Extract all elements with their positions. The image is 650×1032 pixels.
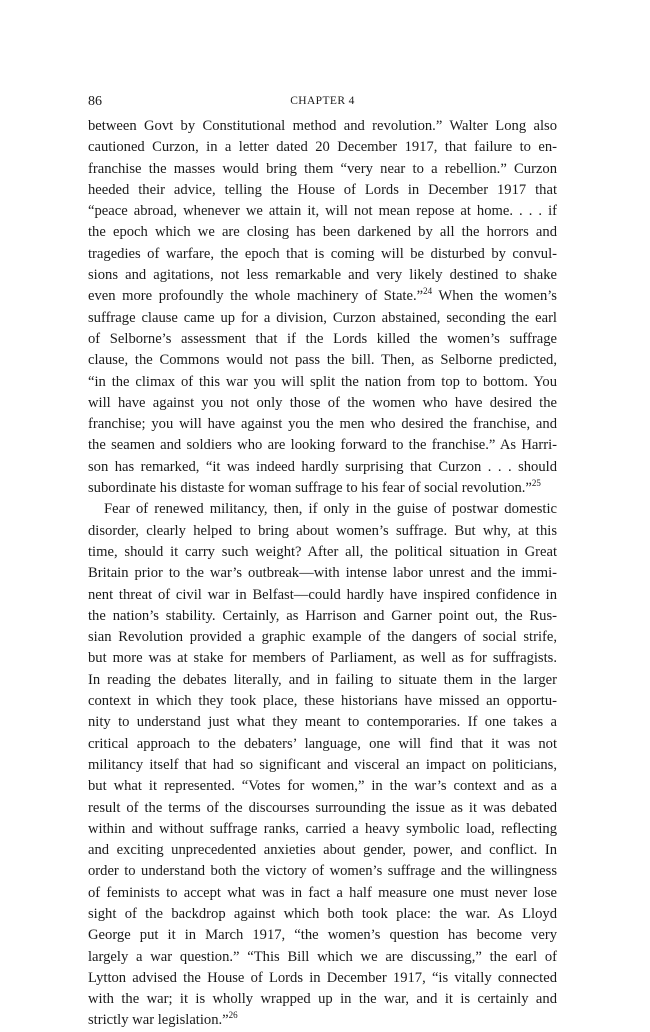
text-line (88, 1010, 557, 1031)
text-line: sions and agitations, not less remarkable and very likely destined to shake (88, 267, 557, 284)
footnote-ref-25: 25 (531, 478, 541, 489)
text-line: largely a war question.” “This Bill which we are discussing,” the earl of (88, 948, 557, 965)
text-line: Lytton advised the House of Lords in December 1917, “is vitally connected (88, 969, 557, 986)
text-line: order to understand both the victory of women’s suffrage and the willingness (88, 863, 557, 880)
text-segment: strictly war legislation.” (88, 1012, 229, 1029)
text-line: In reading the debates literally, and in failing to situate them in the larger (88, 671, 557, 688)
text-line: the nation’s stability. Certainly, as Harrison and Garner point out, the Rus- (88, 607, 557, 624)
text-segment: even more profoundly the whole machinery of State.” (88, 288, 424, 305)
text-line: franchise the masses would bring them “very near to a rebellion.” Curzon (88, 160, 557, 177)
text-line (88, 286, 557, 307)
text-line (88, 478, 557, 499)
text-line: will have against you not only those of the women who have desired the (88, 394, 557, 411)
text-line: “peace abroad, whenever we attain it, will not mean repose at home. . . . if (88, 203, 557, 220)
text-line: disorder, clearly helped to bring about women’s suffrage. But why, at this (88, 522, 557, 539)
book-page (88, 94, 557, 1032)
footnote-ref-24: 24 (423, 286, 433, 297)
text-line: nity to understand just what they meant to contemporaries. If one takes a (88, 714, 557, 731)
text-line: the seamen and soldiers who are looking forward to the franchise.” As Harri- (88, 437, 557, 454)
text-line: sight of the backdrop against which both took place: the war. As Lloyd (88, 905, 557, 922)
text-line: and exciting unprecedented anxieties about gender, power, and conflict. In (88, 842, 557, 859)
text-line: with the war; it is wholly wrapped up in the war, and it is certainly and (88, 991, 557, 1008)
text-line: Fear of renewed militancy, then, if only in the guise of postwar domestic (104, 501, 557, 518)
paragraph-1 (88, 116, 557, 499)
text-line: result of the terms of the discourses surrounding the issue as it was debated (88, 799, 557, 816)
text-line: son has remarked, “it was indeed hardly surprising that Curzon . . . should (88, 458, 557, 475)
page-header (88, 94, 557, 116)
text-line: Britain prior to the war’s outbreak—with intense labor unrest and the immi- (88, 565, 557, 582)
text-line: of feminists to accept what was in fact a half measure one must never lose (88, 884, 557, 901)
page-number: 86 (88, 94, 102, 109)
footnote-ref-26: 26 (228, 1010, 238, 1021)
text-line: context in which they took place, these historians have missed an opportu- (88, 693, 557, 710)
text-line: nent threat of civil war in Belfast—could hardly have inspired confidence in (88, 586, 557, 603)
text-line: critical approach to the debaters’ language, one will find that it was not (88, 735, 557, 752)
text-line: militancy itself that had so significant and visceral an impact on politicians, (88, 756, 557, 773)
text-line: the epoch which we are closing has been darkened by all the horrors and (88, 224, 557, 241)
text-line: tragedies of warfare, the epoch that is coming will be disturbed by convul- (88, 245, 557, 262)
paragraph-2 (88, 499, 557, 1031)
text-line: between Govt by Constitutional method and revolution.” Walter Long also (88, 118, 557, 134)
text-line: within and without suffrage ranks, carried a heavy symbolic load, reflecting (88, 820, 557, 837)
text-line: heeded their advice, telling the House of Lords in December 1917 that (88, 181, 557, 198)
text-line: of Selborne’s assessment that if the Lords killed the women’s suffrage (88, 330, 557, 347)
running-head: CHAPTER 4 (290, 95, 355, 107)
text-line: George put it in March 1917, “the women’s question has become very (88, 927, 557, 944)
text-line: time, should it carry such weight? After all, the political situation in Great (88, 543, 557, 560)
text-line: “in the climax of this war you will split the nation from top to bottom. You (88, 373, 557, 390)
text-segment: subordinate his distaste for woman suffrage to his fear of social revolution.” (88, 480, 532, 497)
text-line: suffrage clause came up for a division, Curzon abstained, seconding the earl (88, 309, 557, 326)
text-line: cautioned Curzon, in a letter dated 20 December 1917, that failure to en- (88, 139, 557, 156)
text-line: but more was at stake for members of Parliament, as well as for suffragists. (88, 650, 557, 667)
text-line: but what it represented. “Votes for women,” in the war’s context and as a (88, 778, 557, 795)
text-line: franchise; you will have against you the men who desired the franchise, and (88, 416, 557, 433)
text-line: sian Revolution provided a graphic example of the dangers of social strife, (88, 629, 557, 646)
text-segment: When the women’s (432, 288, 557, 305)
text-line: clause, the Commons would not pass the bill. Then, as Selborne predicted, (88, 352, 557, 369)
